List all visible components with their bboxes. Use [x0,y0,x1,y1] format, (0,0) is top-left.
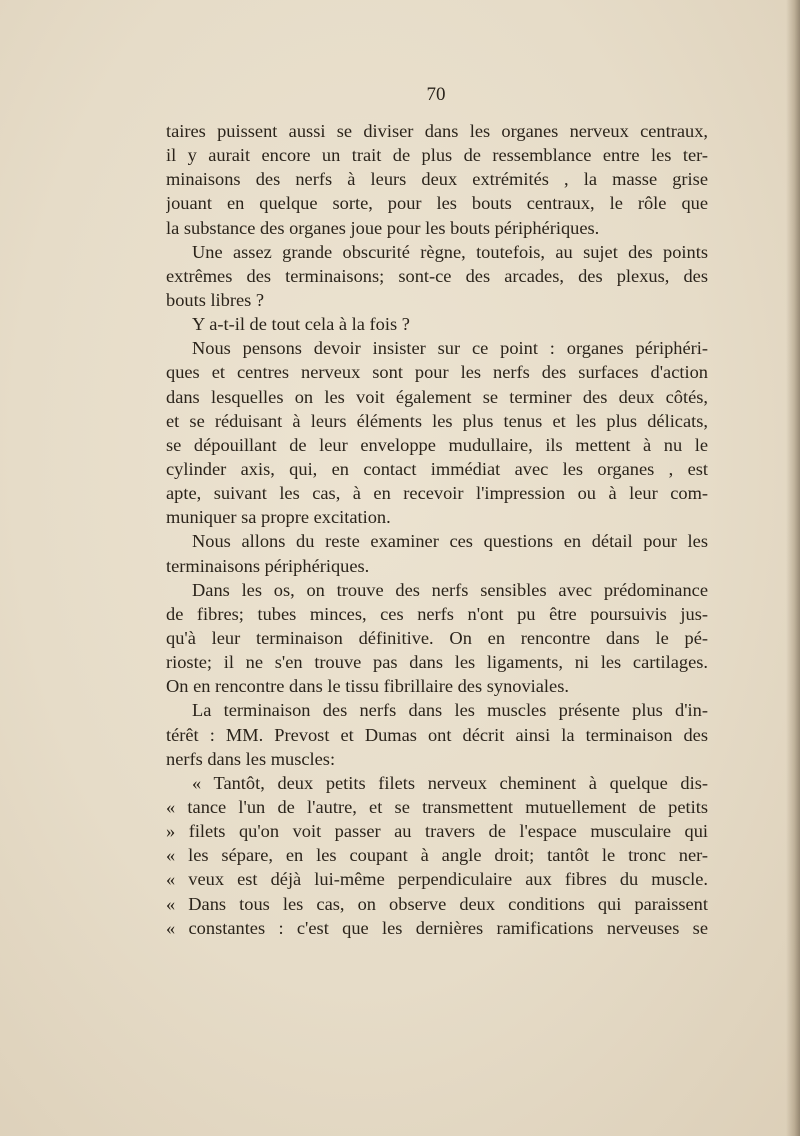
text-line: ques et centres nerveux sont pour les nerfs des surfaces d'action [166,362,708,383]
body-text [166,119,708,940]
text-line: Y a-t-il de tout cela à la fois ? [192,314,410,335]
page-edge-shadow [786,0,800,1136]
text-line: « veux est déjà lui-même perpendiculaire aux fibres du muscle. [166,869,708,890]
text-line: Une assez grande obscurité règne, toutefois, au sujet des points [192,241,708,262]
text-line: cylinder axis, qui, en contact immédiat avec les organes , est [166,458,708,479]
text-line: qu'à leur terminaison définitive. On en rencontre dans le pé- [166,627,708,648]
text-line: bouts libres ? [166,289,265,310]
text-line: « Dans tous les cas, on observe deux conditions qui paraissent [166,893,708,914]
text-line: extrêmes des terminaisons; sont-ce des arcades, des plexus, des [166,265,708,286]
text-line: taires puissent aussi se diviser dans les organes nerveux centraux, [166,121,708,141]
text-line: « constantes : c'est que les dernières ramifications nerveuses se [166,917,708,938]
text-line: terminaisons périphériques. [166,555,370,576]
text-line: et se réduisant à leurs éléments les plus tenus et les plus délicats, [166,410,708,431]
text-line: la substance des organes joue pour les bouts périphériques. [166,217,600,238]
text-line: minaisons des nerfs à leurs deux extrémités , la masse grise [166,169,708,190]
page-number: 70 [426,84,446,105]
text-line: « les sépare, en les coupant à angle droit; tantôt le tronc ner- [166,845,708,866]
text-line: « Tantôt, deux petits filets nerveux cheminent à quelque dis- [192,772,708,793]
text-line: se dépouillant de leur enveloppe mudullaire, ils mettent à nu le [166,434,708,455]
text-line: térêt : MM. Prevost et Dumas ont décrit ainsi la terminaison des [166,724,708,745]
text-line: il y aurait encore un trait de plus de ressemblance entre les ter- [166,145,708,166]
text-line: dans lesquelles on les voit également se terminer des deux côtés, [166,386,708,407]
text-line: nerfs dans les muscles: [166,748,336,769]
text-line: On en rencontre dans le tissu fibrillaire des synoviales. [166,676,569,697]
text-line: apte, suivant les cas, à en recevoir l'impression ou à leur com- [166,483,708,504]
text-line: « tance l'un de l'autre, et se transmettent mutuellement de petits [166,796,708,817]
text-line: Dans les os, on trouve des nerfs sensibles avec prédominance [192,579,708,600]
text-line: La terminaison des nerfs dans les muscles présente plus d'in- [192,700,708,721]
text-line: rioste; il ne s'en trouve pas dans les ligaments, ni les cartilages. [166,652,708,673]
text-line: Nous allons du reste examiner ces questions en détail pour les [192,531,708,552]
text-line: muniquer sa propre excitation. [166,507,391,528]
text-line: » filets qu'on voit passer au travers de l'espace musculaire qui [166,821,708,842]
text-line: jouant en quelque sorte, pour les bouts centraux, le rôle que [166,193,708,214]
text-line: de fibres; tubes minces, ces nerfs n'ont pu être poursuivis jus- [166,603,708,624]
text-line: Nous pensons devoir insister sur ce point : organes périphéri- [192,338,708,359]
